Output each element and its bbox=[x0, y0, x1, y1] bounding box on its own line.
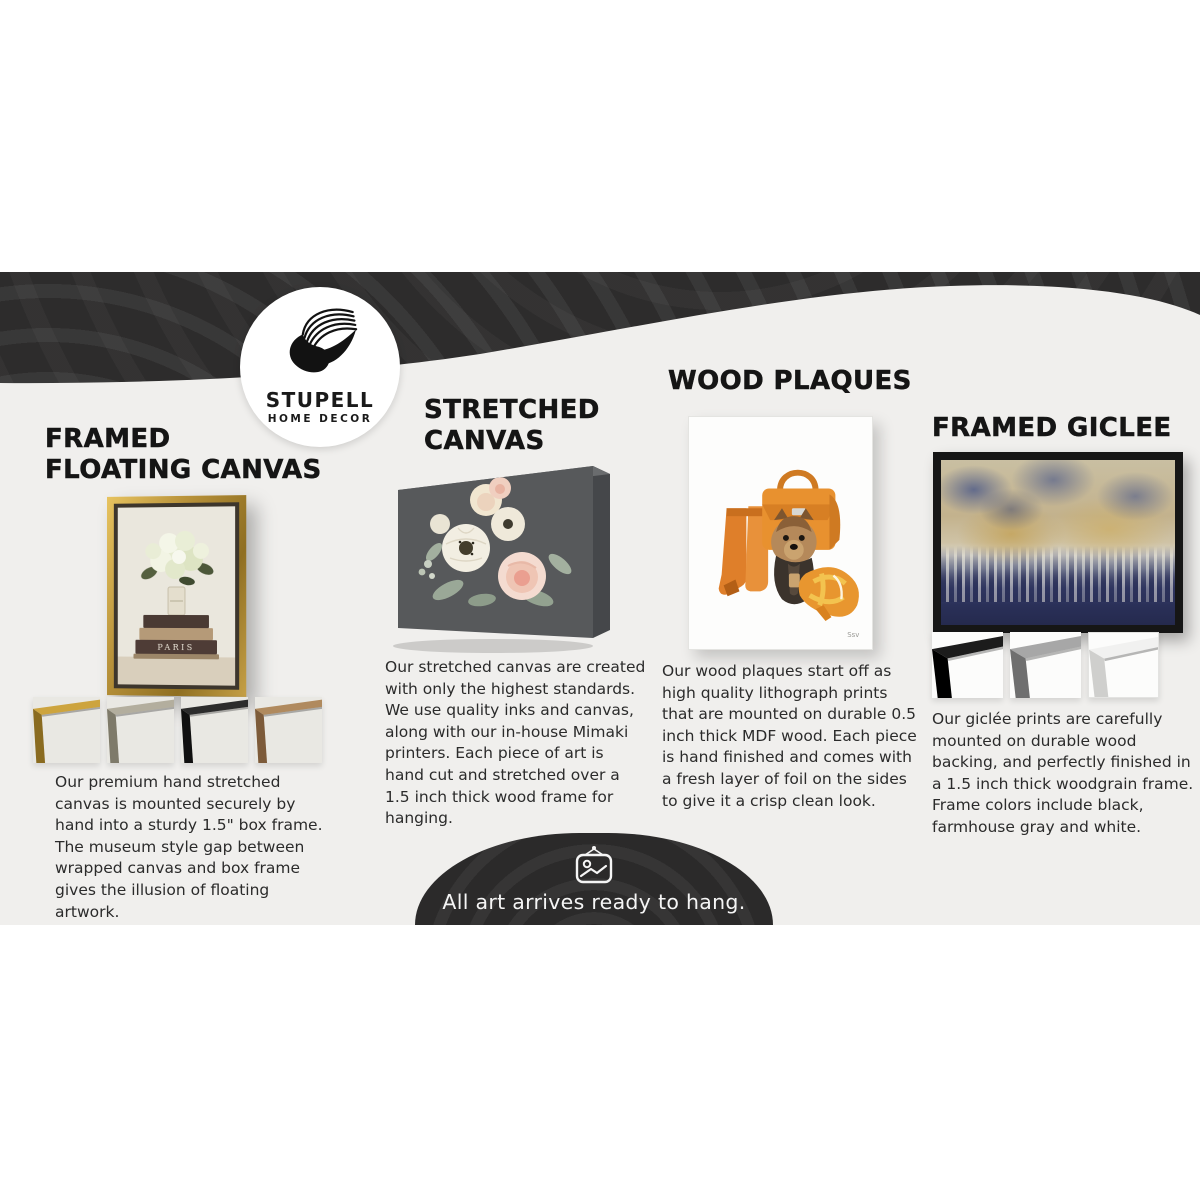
section-title-wood-plaques bbox=[668, 366, 912, 397]
hydrangea-books-artwork bbox=[118, 506, 235, 685]
section-description: Our wood plaques start off as high quality lithograph prints that are mounted on durable 0.5 inch thick MDF wood. Each piece is hand finished and comes with a fresh layer of foil on the sides to give it a crisp clean look. bbox=[662, 662, 917, 810]
yorkie-fashion-artwork bbox=[689, 417, 872, 649]
frame-swatch-black-icon bbox=[181, 697, 248, 763]
title-line: FRAMED GICLEE bbox=[932, 413, 1172, 443]
section-description: Our premium hand stretched canvas is mounted securely by hand into a sturdy 1.5" box frame. The museum style gap between wrapped canvas and box frame gives the illusion of floating artwork. bbox=[55, 773, 323, 921]
book-spine-text: PARIS bbox=[157, 642, 195, 653]
section-title-stretched-canvas bbox=[424, 395, 600, 457]
brand-logo bbox=[240, 287, 400, 447]
frame-swatch-black-icon bbox=[932, 632, 1003, 698]
svg-text:Ssv: Ssv bbox=[847, 630, 860, 639]
frame-swatch-white-icon bbox=[1088, 632, 1159, 698]
brand-tagline: HOME DECOR bbox=[267, 413, 373, 425]
framed-giclee-product-image bbox=[933, 452, 1183, 633]
title-line: CANVAS bbox=[424, 426, 545, 456]
floating-frame-gap bbox=[114, 502, 239, 690]
giclee-frame-color-options bbox=[932, 632, 1159, 698]
frame-swatch-champagne-icon bbox=[107, 697, 174, 763]
frame-swatch-gold-icon bbox=[33, 697, 100, 763]
title-line: FRAMED bbox=[45, 424, 171, 454]
wood-plaque-product-image bbox=[688, 416, 873, 650]
stupell-s-swirl-icon bbox=[277, 297, 363, 389]
section-description: Our giclée prints are carefully mounted on durable wood backing, and perfectly finished in a 1.5 inch thick woodgrain frame. Frame colors include black, farmhouse gray and white. bbox=[932, 710, 1194, 836]
framed-floating-canvas-product-image bbox=[107, 495, 246, 697]
stretched-canvas-product-image bbox=[388, 460, 628, 656]
footer-label: All art arrives ready to hang. bbox=[442, 890, 746, 914]
title-line: FLOATING CANVAS bbox=[45, 455, 322, 485]
title-line: STRETCHED bbox=[424, 395, 600, 425]
brand-name: STUPELL bbox=[265, 388, 375, 412]
title-line: WOOD PLAQUES bbox=[668, 366, 912, 396]
section-title-framed-giclee bbox=[932, 413, 1172, 444]
floating-frame-color-options bbox=[33, 697, 322, 763]
picture-frame-icon bbox=[570, 844, 618, 888]
abstract-blue-gold-artwork bbox=[941, 460, 1175, 625]
frame-swatch-farmhouse-gray-icon bbox=[1010, 632, 1081, 698]
frame-swatch-walnut-icon bbox=[255, 697, 322, 763]
section-description: Our stretched canvas are created with only the highest standards. We use quality inks and canvas, along with our in-house Mimaki printers. Each piece of art is hand cut and stretched over a 1.5 inch thick wood frame for hanging. bbox=[385, 658, 646, 828]
